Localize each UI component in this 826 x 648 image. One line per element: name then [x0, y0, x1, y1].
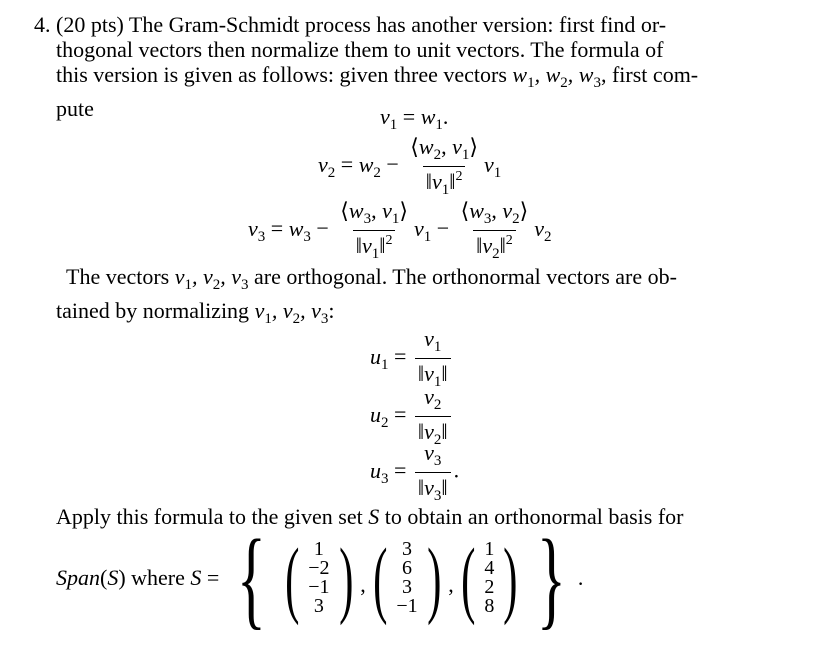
orthogonal-paragraph: The vectors $v_1$, $v_2$, $v_3$ are orthogonal. The orthonormal vectors are ob- tained by normalizing $v_1$, $v_2$, $v_3$: — [56, 264, 677, 327]
vectors-w-list: $w_1$, $w_2$, $w_3$ — [512, 62, 601, 91]
set-vector-3: ( 1 4 2 8 ) — [460, 530, 518, 626]
left-brace: { — [236, 517, 266, 639]
set-vector-1: ( 1 −2 −1 3 ) — [284, 530, 354, 626]
span-set-equation: Span (S) where S = { ( 1 −2 −1 3 ) , ( 3 6 3 −1 ) , ( 1 4 2 8 ) } . — [56, 517, 584, 639]
equation-u3: $u_3$ = $\frac{v_3}{‖v_3‖}$ . — [370, 440, 460, 504]
equation-v3: $v_3 = w_3$ − $\frac{⟨w_3, v_1⟩}{‖v_1‖^2}$ $v_1$ − $\frac{⟨w_3, v_2⟩}{‖v_2‖^2}$ $v_2$ — [248, 198, 552, 262]
intro-line-4: pute — [56, 96, 94, 121]
problem-number: 4. — [34, 12, 51, 37]
intro-line-2: thogonal vectors then normalize them to unit vectors. The formula of — [56, 37, 664, 62]
problem-points: (20 pts) — [56, 12, 124, 37]
equation-u2: $u_2$ = $\frac{v_2}{‖v_2‖}$ — [370, 384, 454, 449]
right-brace: } — [536, 517, 566, 639]
equation-v1: $v_1 = w_1$. — [380, 104, 449, 133]
intro-line-1: 4. (20 pts) The Gram-Schmidt process has another version: first find or- — [34, 12, 667, 37]
apply-paragraph: Apply this formula to the given set S to obtain an orthonormal basis for — [56, 504, 684, 529]
intro-line-3: this version is given as follows: given three vectors $w_1$, $w_2$, $w_3$, first com- — [56, 62, 699, 91]
span-label: Span — [56, 565, 100, 590]
set-vector-2: ( 3 6 3 −1 ) — [372, 530, 442, 626]
equation-v2: $v_2 = w_2$ − $\frac{⟨w_2, v_1⟩}{‖v_1‖^2}$ $v_1$ — [318, 134, 502, 198]
equation-u1: $u_1$ = $\frac{v_1}{‖v_1‖}$ — [370, 326, 454, 391]
